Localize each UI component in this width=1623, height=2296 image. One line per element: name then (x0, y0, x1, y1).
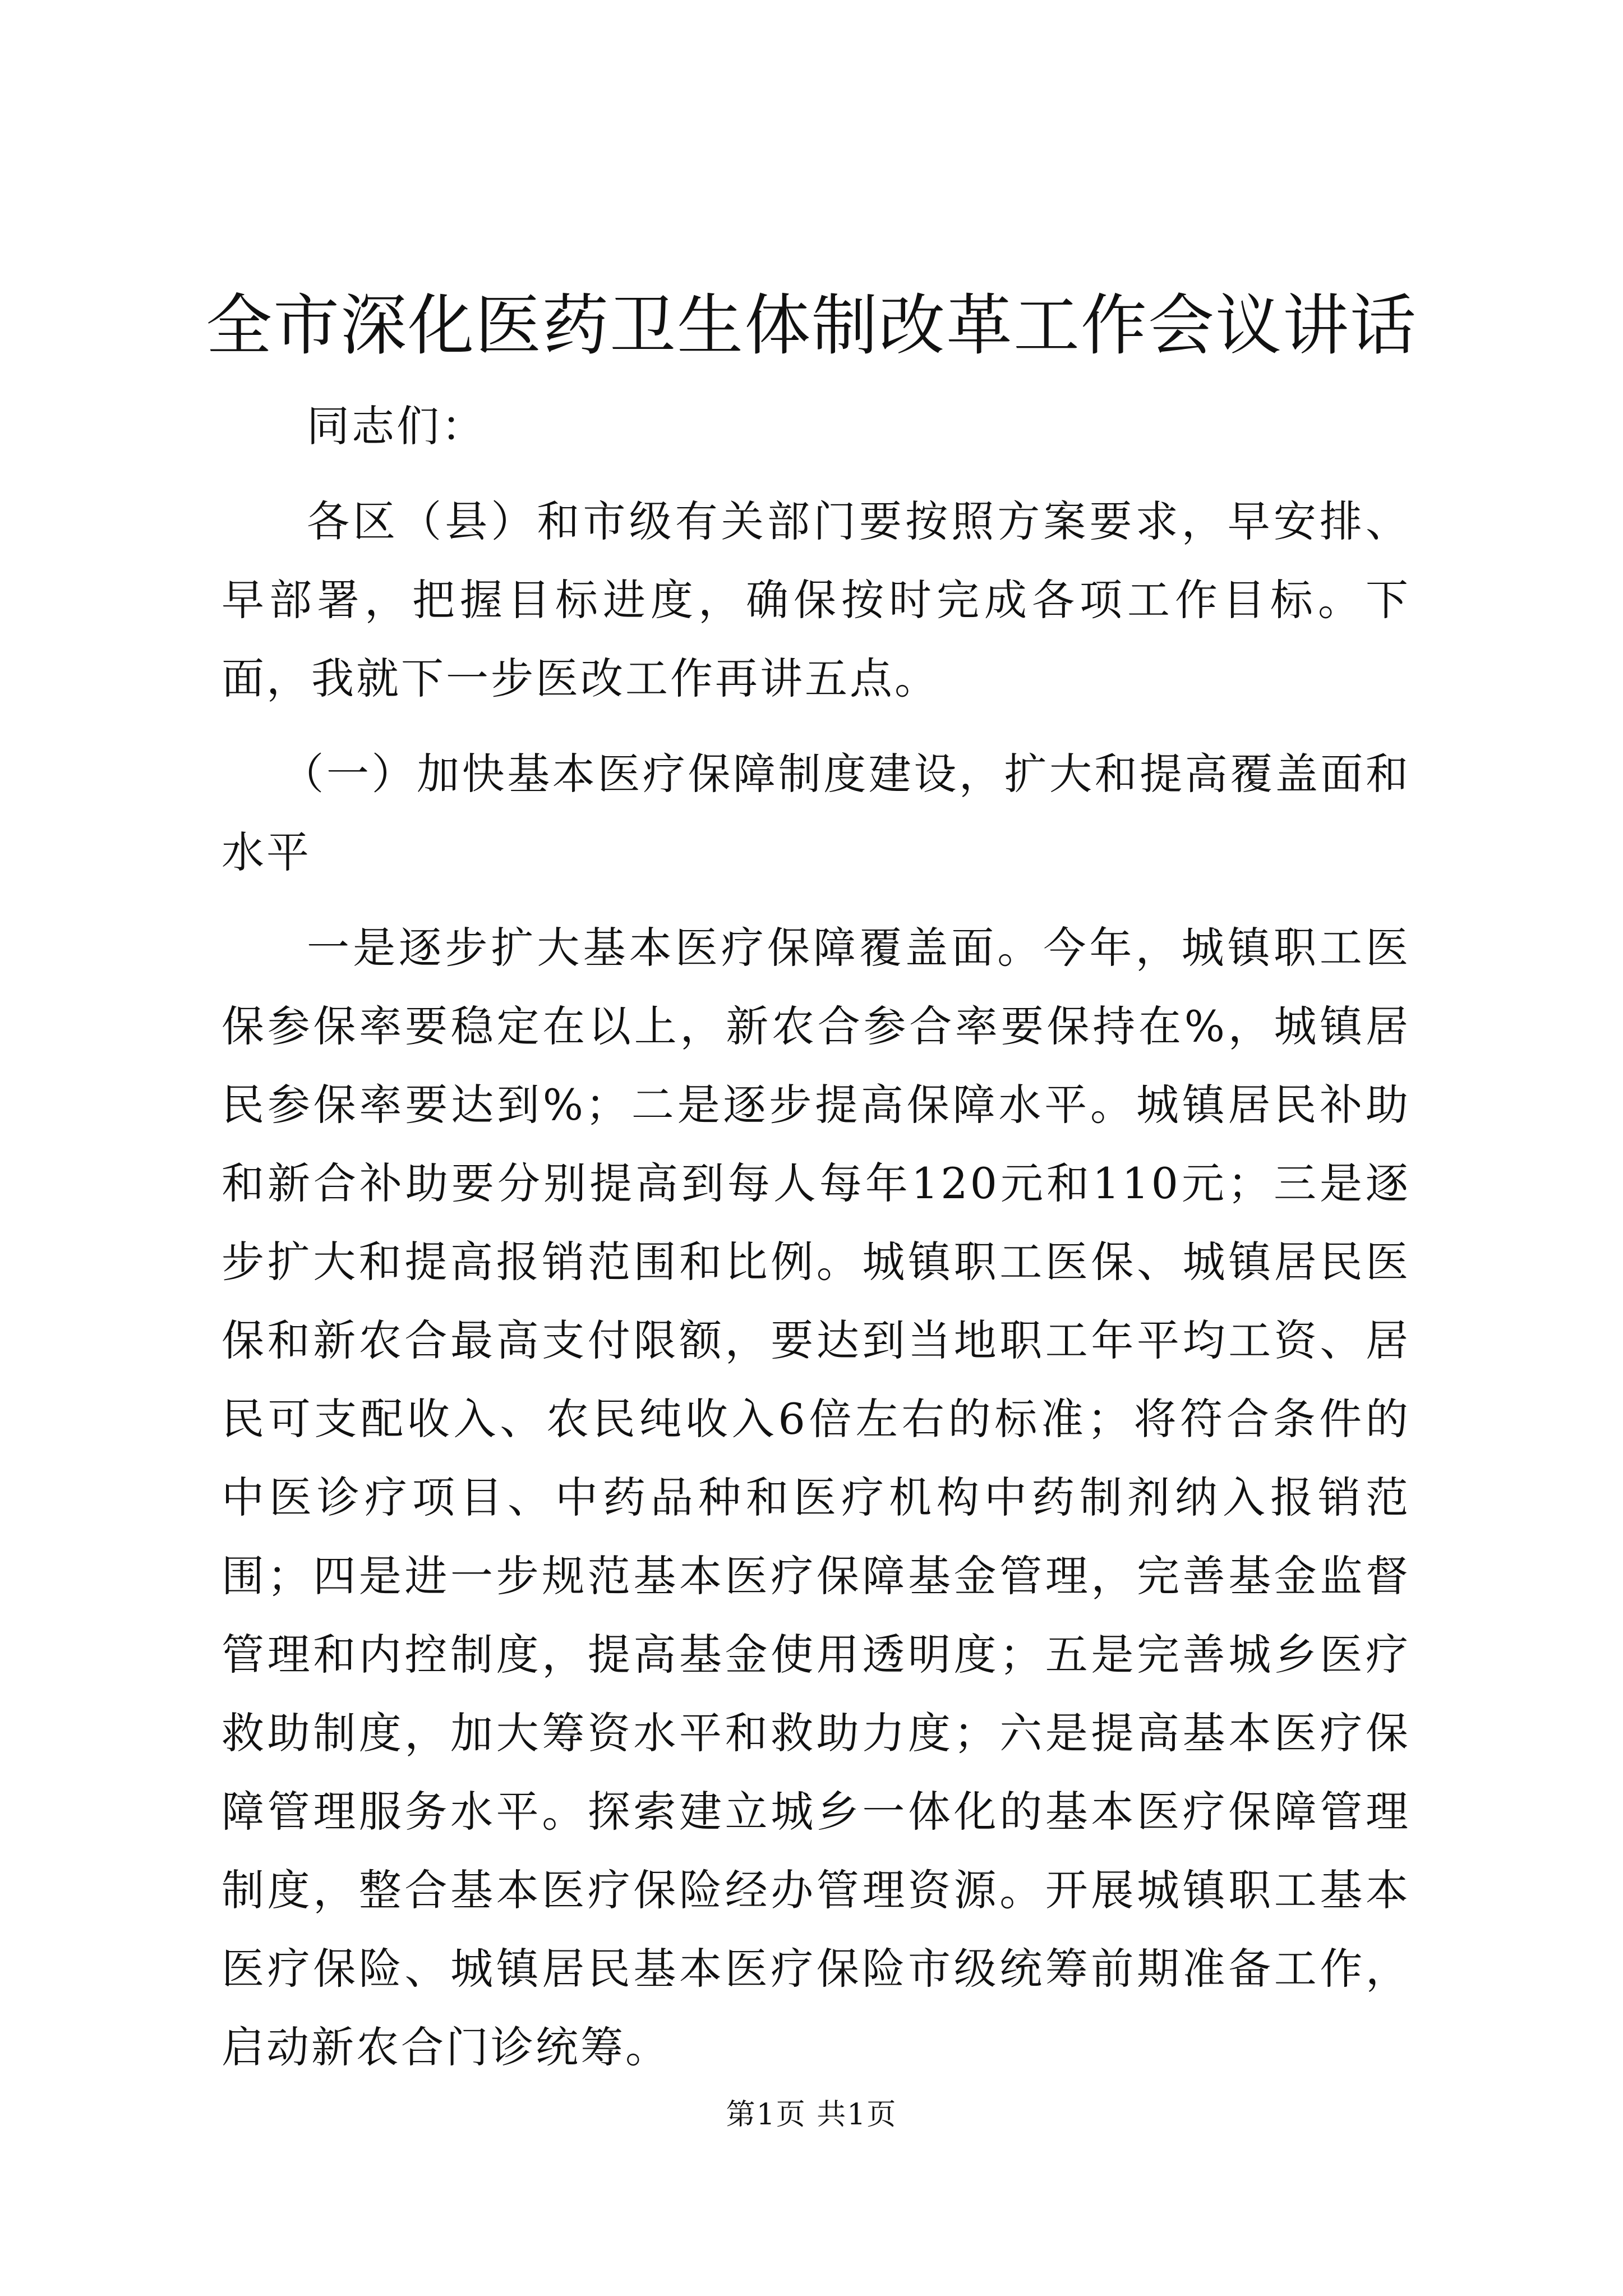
paragraph-intro: 各区（县）和市级有关部门要按照方案要求，早安排、早部署，把握目标进度，确保按时完成各项工作目标。下面，我就下一步医改工作再讲五点。 (222, 496, 1410, 703)
document-title: 全市深化医药卫生体制改革工作会议讲话 (205, 287, 1417, 364)
salutation: 同志们： (307, 401, 486, 451)
page-footer: 第1页 共1页 (726, 2098, 897, 2132)
section-heading: （一）加快基本医疗保障制度建设，扩大和提高覆盖面和水平 (222, 749, 1410, 877)
document-body (222, 387, 1410, 2087)
paragraph-main: 一是逐步扩大基本医疗保障覆盖面。今年，城镇职工医保参保率要稳定在以上，新农合参合率要保持在%，城镇居民参保率要达到%；二是逐步提高保障水平。城镇居民补助和新合补助要分别提高到每人每年120元和110元；三是逐步扩大和提高报销范围和比例。城镇职工医保、城镇居民医保和新农合最高支付限额，要达到当地职工年平均工资、居民可支配收入、农民纯收入6倍左右的标准；将符合条件的中医诊疗项目、中药品种和医疗机构中药制剂纳入报销范围；四是进一步规范基本医疗保障基金管理，完善基金监督管理和内控制度，提高基金使用透明度；五是完善城乡医疗救助制度，加大筹资水平和救助力度；六是提高基本医疗保障管理服务水平。探索建立城乡一体化的基本医疗保障管理制度，整合基本医疗保险经办管理资源。开展城镇职工基本医疗保险、城镇居民基本医疗保险市级统筹前期准备工作，启动新农合门诊统筹。 (222, 923, 1410, 2072)
